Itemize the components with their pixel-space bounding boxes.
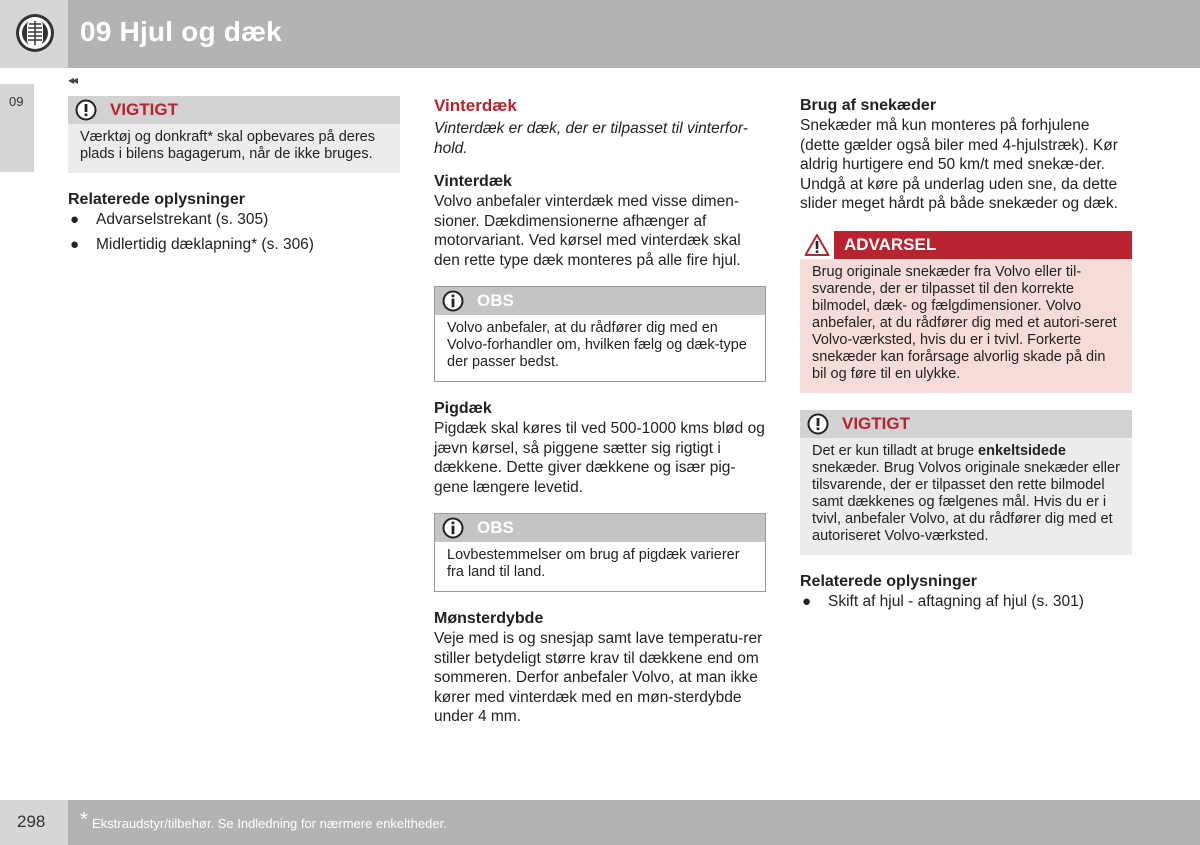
bullet-icon: ●	[70, 235, 80, 253]
obs-label: OBS	[477, 518, 514, 537]
chapter-number: 09	[9, 94, 24, 109]
related-info-list	[68, 210, 400, 254]
page-number: 298	[17, 812, 46, 831]
column-right	[800, 96, 1132, 616]
vigtigt-label: VIGTIGT	[842, 413, 910, 433]
bullet-icon: ●	[70, 211, 80, 228]
page-header	[0, 0, 1200, 68]
pigdaek-heading: Pigdæk	[434, 400, 492, 417]
tire-icon	[14, 12, 56, 54]
column-left	[68, 96, 400, 259]
obs-text: Volvo anbefaler, at du rådfører dig med en Volvo-forhandler om, hvilken fælg og dæk-type der passer bedst.	[435, 315, 765, 381]
vigtigt-label: VIGTIGT	[110, 100, 178, 119]
vigtigt-box-header	[68, 96, 400, 124]
related-link-skift-af-hjul[interactable]: ● Skift af hjul - aftagning af hjul (s. 301)	[802, 592, 1084, 610]
page-title: 09 Hjul og dæk	[80, 16, 282, 47]
section-title: Vinterdæk	[434, 96, 517, 115]
footnote-star: *	[80, 809, 88, 831]
exclamation-circle-icon	[804, 410, 832, 438]
column-middle	[434, 96, 766, 727]
bullet-icon: ●	[802, 592, 812, 610]
warning-triangle-icon	[800, 231, 834, 259]
obs-box-1	[434, 286, 766, 382]
emphasis-enkeltsidede: enkeltsidede	[978, 442, 1066, 459]
related-info-list	[800, 592, 1132, 612]
vigtigt-text: Værktøj og donkraft* skal opbevares på deres plads i bilens bagagerum, når de ikke bruges.	[68, 124, 400, 173]
vigtigt-box	[68, 96, 400, 173]
vinterdaek-heading: Vinterdæk	[434, 173, 512, 190]
footnote-text: Ekstraudstyr/tilbehør. Se Indledning for nærmere enkeltheder.	[92, 816, 447, 831]
info-circle-icon	[439, 287, 467, 315]
related-link-daeklapning[interactable]: ● Midlertidig dæklapning* (s. 306)	[70, 235, 314, 253]
advarsel-label: ADVARSEL	[844, 234, 937, 254]
monsterdybde-text: Veje med is og snesjap samt lave temperatu-rer stiller betydeligt større krav til dækkene end om sommeren. Derfor anbefaler Volvo, at man ikke kører med vinterdæk med en møn-sterdybde under 4 mm.	[434, 630, 763, 725]
advarsel-text: Brug originale snekæder fra Volvo eller til-svarende, der er tilpasset til den korrekte bilmodel, dæk- og fælgdimensioner. Volvo anbefaler, at du rådfører dig med et autori-seret Volvo-værksted, hvis du er i tvivl. Forkerte snekæder kan forårsage alvorlig skade på din bil og føre til en ulykke.	[800, 259, 1132, 393]
monsterdybde-heading: Mønsterdybde	[434, 610, 544, 627]
related-info-heading: Relaterede oplysninger	[68, 191, 245, 208]
vigtigt-box-header	[800, 410, 1132, 438]
info-circle-icon	[439, 514, 467, 542]
related-info-heading: Relaterede oplysninger	[800, 572, 977, 590]
obs-box-2	[434, 513, 766, 592]
footer-bar	[68, 800, 1200, 845]
exclamation-circle-icon	[72, 96, 100, 124]
obs-box-header	[435, 514, 765, 542]
back-arrows-icon[interactable]: ◂◂	[68, 73, 77, 87]
advarsel-box	[800, 231, 1132, 393]
footer-page-tab	[0, 800, 68, 845]
chapter-side-tab	[0, 84, 34, 172]
obs-box-header	[435, 287, 765, 315]
advarsel-box-header	[800, 231, 1132, 259]
section-intro: Vinterdæk er dæk, der er tilpasset til vinterfor-hold.	[434, 120, 748, 157]
header-icon-tab	[0, 0, 68, 68]
obs-label: OBS	[477, 291, 514, 310]
related-link-advarselstrekant[interactable]: ● Advarselstrekant (s. 305)	[70, 211, 269, 228]
vigtigt-box-2	[800, 410, 1132, 555]
obs-text: Lovbestemmelser om brug af pigdæk varierer fra land til land.	[435, 542, 765, 591]
snekaeder-text: Snekæder må kun monteres på forhjulene (dette gælder også biler med 4-hjulstræk). Kør aldrig hurtigere end 50 km/t med snekæ-der. Undgå at køre på underlag uden sne, da dette slider meget hårdt på både snekæder og dæk.	[800, 117, 1118, 212]
snekaeder-heading: Brug af snekæder	[800, 97, 937, 114]
vigtigt-text: Det er kun tilladt at bruge enkeltsidede snekæder. Brug Volvos originale snekæder eller tilsvarende, der er tilpasset den rette bilmodel samt dækkenes og fælgenes mål. Hvis du er i tvivl, anbefaler Volvo, at du rådfører dig med et autoriseret Volvo-værksted.	[800, 438, 1132, 555]
pigdaek-text: Pigdæk skal køres til ved 500-1000 kms blød og jævn kørsel, så piggene sætter sig rigtigt i dækkene. Dette giver dækkene og især pig-gene længere levetid.	[434, 420, 765, 496]
vinterdaek-text: Volvo anbefaler vinterdæk med visse dimen-sioner. Dækdimensionerne afhænger af motorvariant. Ved kørsel med vinterdæk skal den rette type dæk monteres på alle fire hjul.	[434, 193, 741, 269]
